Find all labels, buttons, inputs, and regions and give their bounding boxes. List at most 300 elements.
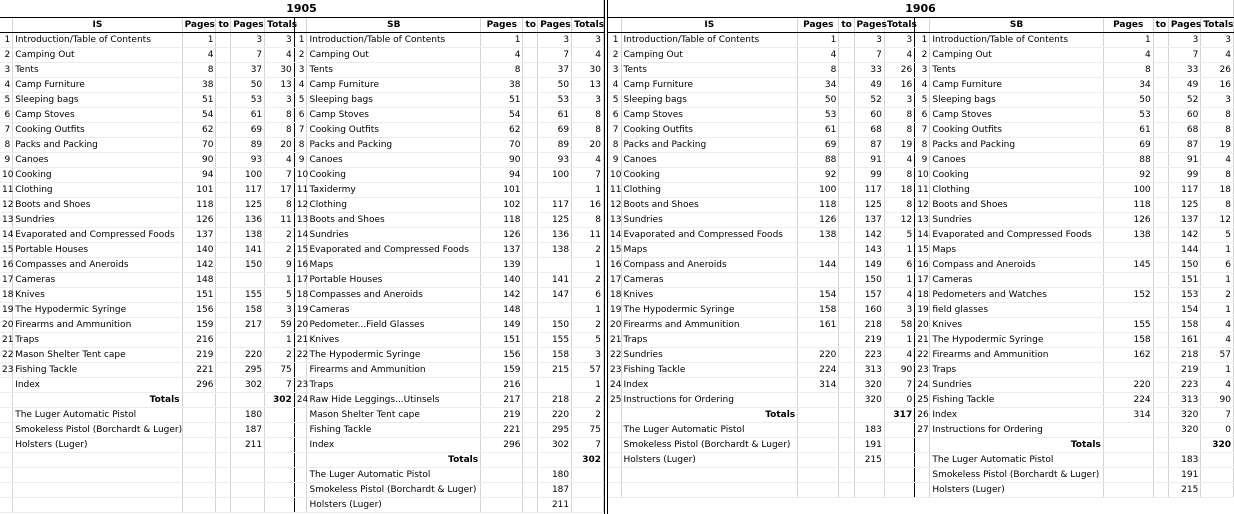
table-row [608, 108, 1234, 123]
to [523, 348, 538, 363]
end-page: 87 [854, 138, 884, 153]
row-number [608, 438, 621, 453]
start-page: 296 [182, 378, 216, 393]
page-total: 1 [572, 183, 604, 198]
page-total: 8 [572, 123, 604, 138]
to [523, 438, 538, 453]
page-total: 2 [265, 348, 295, 363]
row-number: 8 [294, 138, 307, 153]
to [523, 333, 538, 348]
empty-cell [182, 453, 216, 468]
row-number: 22 [0, 348, 13, 363]
end-page: 215 [538, 363, 572, 378]
row-number: 23 [608, 363, 621, 378]
end-page [538, 183, 572, 198]
to [839, 228, 854, 243]
end-page [231, 273, 265, 288]
to [839, 333, 854, 348]
page-total: 90 [1201, 393, 1234, 408]
start-page: 296 [481, 438, 523, 453]
end-page: 153 [1168, 288, 1201, 303]
end-page [231, 393, 265, 408]
start-page: 155 [1103, 318, 1153, 333]
row-number: 23 [294, 378, 307, 393]
section-name: Tents [13, 63, 182, 78]
section-name: Index [621, 378, 798, 393]
empty-cell [0, 453, 13, 468]
section-name: Smokeless Pistol (Borchardt & Luger) [13, 423, 182, 438]
section-name: Tents [930, 63, 1103, 78]
start-page [1103, 423, 1153, 438]
end-page: 320 [1168, 423, 1201, 438]
start-page: 51 [182, 93, 216, 108]
page-total: 13 [572, 78, 604, 93]
start-page [798, 243, 839, 258]
page-total: 19 [1201, 138, 1234, 153]
page-total: 1 [884, 243, 914, 258]
start-page: 4 [481, 48, 523, 63]
to [216, 393, 231, 408]
start-page: 102 [481, 198, 523, 213]
start-page [182, 393, 216, 408]
row-number: 4 [294, 78, 307, 93]
row-number: 10 [294, 168, 307, 183]
page-total [265, 423, 295, 438]
to [1153, 438, 1168, 453]
end-page: 125 [231, 198, 265, 213]
start-page: 126 [798, 213, 839, 228]
section-name: Pedometers and Watches [930, 288, 1103, 303]
end-page [538, 453, 572, 468]
start-page: 142 [481, 288, 523, 303]
section-name: Maps [307, 258, 481, 273]
row-number: 19 [608, 303, 621, 318]
end-page: 69 [538, 123, 572, 138]
to [523, 48, 538, 63]
end-page: 136 [231, 213, 265, 228]
page-total: 1 [265, 273, 295, 288]
row-number: 9 [915, 153, 930, 168]
start-page: 137 [182, 228, 216, 243]
section-name: Packs and Packing [13, 138, 182, 153]
row-number: 17 [0, 273, 13, 288]
end-page: 150 [538, 318, 572, 333]
section-name: Sundries [930, 213, 1103, 228]
end-page: 136 [538, 228, 572, 243]
page-total: 4 [1201, 333, 1234, 348]
column-header-right: Pages [1168, 18, 1201, 33]
page-total: 1 [572, 303, 604, 318]
row-number: 16 [294, 258, 307, 273]
start-page: 144 [798, 258, 839, 273]
table-row [0, 348, 604, 363]
row-number: 15 [915, 243, 930, 258]
section-name: Holsters (Luger) [307, 498, 481, 513]
start-page: 51 [481, 93, 523, 108]
page-total: 8 [572, 213, 604, 228]
row-number: 14 [915, 228, 930, 243]
section-name: Camp Stoves [13, 108, 182, 123]
section-name: Camp Stoves [621, 108, 798, 123]
to [523, 318, 538, 333]
page-total: 2 [265, 243, 295, 258]
section-name: Cooking Outfits [930, 123, 1103, 138]
table-row [0, 63, 604, 78]
start-page: 140 [481, 273, 523, 288]
row-number: 10 [915, 168, 930, 183]
header-blank-cell [915, 18, 930, 33]
header-blank-cell [0, 18, 13, 33]
section-name: Cameras [307, 303, 481, 318]
to [839, 213, 854, 228]
to [523, 93, 538, 108]
page-total: 30 [265, 63, 295, 78]
end-page: 7 [854, 48, 884, 63]
end-page: 144 [1168, 243, 1201, 258]
row-number: 5 [0, 93, 13, 108]
row-number: 3 [294, 63, 307, 78]
header-blank-cell [608, 18, 621, 33]
row-number: 6 [608, 108, 621, 123]
end-page: 295 [231, 363, 265, 378]
page-total: 7 [1201, 408, 1234, 423]
column-header-right: Totals [572, 18, 604, 33]
start-page: 61 [798, 123, 839, 138]
column-header-right: Pages [538, 18, 572, 33]
start-page: 4 [182, 48, 216, 63]
end-page: 218 [854, 318, 884, 333]
table-row [608, 183, 1234, 198]
table-row [0, 318, 604, 333]
page-total: 7 [572, 168, 604, 183]
row-number: 4 [0, 78, 13, 93]
table-row [0, 393, 604, 408]
page-total: 30 [572, 63, 604, 78]
start-page [182, 438, 216, 453]
start-page: 101 [182, 183, 216, 198]
end-page: 68 [854, 123, 884, 138]
page-total: 4 [884, 348, 914, 363]
table-row [608, 153, 1234, 168]
section-name: Sundries [307, 228, 481, 243]
start-page [1103, 453, 1153, 468]
start-page: 101 [481, 183, 523, 198]
page-total: 4 [884, 48, 914, 63]
row-number [294, 408, 307, 423]
to [216, 318, 231, 333]
table-row [608, 438, 1234, 453]
empty-cell [854, 483, 884, 498]
end-page: 52 [1168, 93, 1201, 108]
row-number: 10 [608, 168, 621, 183]
end-page [538, 378, 572, 393]
empty-cell [216, 483, 231, 498]
section-name: Index [307, 438, 481, 453]
start-page: 139 [481, 258, 523, 273]
table-row [608, 468, 1234, 483]
page-total: 3 [265, 33, 295, 48]
row-number: 20 [0, 318, 13, 333]
row-number: 18 [915, 288, 930, 303]
table-row [608, 378, 1234, 393]
to [839, 363, 854, 378]
start-page: 118 [481, 213, 523, 228]
column-header-left: Totals [884, 18, 914, 33]
end-page: 154 [1168, 303, 1201, 318]
to [1153, 348, 1168, 363]
end-page: 302 [231, 378, 265, 393]
empty-cell [854, 468, 884, 483]
table-row [608, 483, 1234, 498]
section-name: Camping Out [621, 48, 798, 63]
end-page: 150 [854, 273, 884, 288]
start-page [798, 408, 839, 423]
end-page [854, 408, 884, 423]
empty-cell [216, 498, 231, 513]
section-name: Traps [307, 378, 481, 393]
section-name: Holsters (Luger) [930, 483, 1103, 498]
to [839, 318, 854, 333]
end-page: 220 [538, 408, 572, 423]
start-page: 54 [481, 108, 523, 123]
to [839, 303, 854, 318]
section-name: Boots and Shoes [13, 198, 182, 213]
end-page [231, 333, 265, 348]
end-page: 7 [538, 48, 572, 63]
page-total: 302 [265, 393, 295, 408]
page-total: 19 [884, 138, 914, 153]
start-page: 70 [182, 138, 216, 153]
start-page: 220 [798, 348, 839, 363]
to [839, 198, 854, 213]
page-total: 7 [265, 168, 295, 183]
to [1153, 153, 1168, 168]
row-number: 22 [608, 348, 621, 363]
section-name: Camping Out [13, 48, 182, 63]
row-number: 5 [294, 93, 307, 108]
end-page: 151 [1168, 273, 1201, 288]
end-page: 138 [538, 243, 572, 258]
start-page: 126 [1103, 213, 1153, 228]
section-name: Camp Furniture [307, 78, 481, 93]
to [216, 408, 231, 423]
to [216, 243, 231, 258]
table-1905 [0, 0, 604, 513]
start-page [1103, 483, 1153, 498]
to [523, 33, 538, 48]
end-page: 218 [538, 393, 572, 408]
page-total: 4 [1201, 153, 1234, 168]
end-page: 142 [1168, 228, 1201, 243]
page-total: 3 [572, 33, 604, 48]
table-row [608, 348, 1234, 363]
end-page: 117 [231, 183, 265, 198]
page-total: 7 [572, 438, 604, 453]
to [523, 153, 538, 168]
empty-cell [621, 468, 798, 483]
table-row [0, 378, 604, 393]
to [839, 168, 854, 183]
row-number: 5 [915, 93, 930, 108]
section-name: Totals [930, 438, 1103, 453]
section-name: The Hypodermic Syringe [621, 303, 798, 318]
row-number: 20 [915, 318, 930, 333]
row-number: 18 [0, 288, 13, 303]
section-name: Canoes [621, 153, 798, 168]
section-name: Camping Out [930, 48, 1103, 63]
page-total: 18 [884, 183, 914, 198]
row-number: 13 [915, 213, 930, 228]
table-row [0, 213, 604, 228]
end-page: 215 [1168, 483, 1201, 498]
section-name: Sleeping bags [13, 93, 182, 108]
end-page: 223 [854, 348, 884, 363]
end-page: 117 [1168, 183, 1201, 198]
section-name: Knives [13, 288, 182, 303]
to [1153, 453, 1168, 468]
to [216, 153, 231, 168]
end-page: 93 [538, 153, 572, 168]
section-name: Traps [930, 363, 1103, 378]
to [523, 183, 538, 198]
row-number: 15 [294, 243, 307, 258]
end-page: 313 [854, 363, 884, 378]
page-total: 6 [572, 288, 604, 303]
page-total: 8 [265, 123, 295, 138]
start-page: 126 [182, 213, 216, 228]
to [216, 108, 231, 123]
row-number: 13 [294, 213, 307, 228]
page-total: 8 [884, 198, 914, 213]
end-page: 161 [1168, 333, 1201, 348]
empty-cell [13, 483, 182, 498]
end-page: 141 [538, 273, 572, 288]
start-page: 1 [1103, 33, 1153, 48]
end-page: 3 [1168, 33, 1201, 48]
empty-cell [182, 483, 216, 498]
empty-cell [13, 468, 182, 483]
empty-cell [0, 468, 13, 483]
section-name: Mason Shelter Tent cape [13, 348, 182, 363]
start-page [798, 273, 839, 288]
section-name: Evaporated and Compressed Foods [621, 228, 798, 243]
page-total: 4 [884, 153, 914, 168]
end-page: 100 [231, 168, 265, 183]
start-page: 62 [481, 123, 523, 138]
start-page: 88 [798, 153, 839, 168]
row-number: 24 [294, 393, 307, 408]
table-row [608, 363, 1234, 378]
start-page: 159 [481, 363, 523, 378]
section-name: Sleeping bags [621, 93, 798, 108]
table-row [608, 288, 1234, 303]
end-page: 69 [231, 123, 265, 138]
to [839, 423, 854, 438]
page-total: 58 [884, 318, 914, 333]
page-total: 320 [1201, 438, 1234, 453]
row-number: 7 [915, 123, 930, 138]
column-header-left: to [839, 18, 854, 33]
section-name: Taxidermy [307, 183, 481, 198]
row-number [294, 438, 307, 453]
page-total: 4 [572, 48, 604, 63]
end-page: 137 [1168, 213, 1201, 228]
row-number: 2 [294, 48, 307, 63]
row-number: 4 [608, 78, 621, 93]
to [1153, 303, 1168, 318]
row-number: 10 [0, 168, 13, 183]
section-name: Knives [621, 288, 798, 303]
to [216, 183, 231, 198]
row-number: 22 [915, 348, 930, 363]
to [839, 348, 854, 363]
start-page: 94 [481, 168, 523, 183]
to [216, 228, 231, 243]
page-total: 2 [1201, 288, 1234, 303]
page-total: 2 [572, 243, 604, 258]
year-heading: 1906 [608, 0, 1234, 18]
section-name: Firearms and Ammunition [621, 318, 798, 333]
empty-cell [608, 483, 621, 498]
empty-cell [884, 468, 914, 483]
start-page: 38 [481, 78, 523, 93]
page-total [1201, 483, 1234, 498]
page-total [265, 438, 295, 453]
column-header-left: to [216, 18, 231, 33]
section-name: Portable Houses [13, 243, 182, 258]
page-total: 1 [572, 378, 604, 393]
section-name: Totals [13, 393, 182, 408]
to [216, 378, 231, 393]
empty-cell [182, 498, 216, 513]
row-number: 13 [0, 213, 13, 228]
section-name: Fishing Tackle [13, 363, 182, 378]
table-row [0, 153, 604, 168]
section-name: Camp Stoves [930, 108, 1103, 123]
start-page: 156 [481, 348, 523, 363]
to [216, 333, 231, 348]
to [216, 78, 231, 93]
row-number: 16 [915, 258, 930, 273]
end-page: 215 [854, 453, 884, 468]
end-page: 187 [538, 483, 572, 498]
end-page: 49 [854, 78, 884, 93]
page-total: 5 [884, 228, 914, 243]
section-name: Raw Hide Leggings...Utinsels [307, 393, 481, 408]
section-name: Index [13, 378, 182, 393]
row-number [915, 438, 930, 453]
section-name: Sleeping bags [307, 93, 481, 108]
table-row [608, 258, 1234, 273]
row-number: 19 [294, 303, 307, 318]
page-total: 3 [884, 303, 914, 318]
to [1153, 258, 1168, 273]
end-page: 302 [538, 438, 572, 453]
to [523, 393, 538, 408]
to [523, 243, 538, 258]
row-number [294, 483, 307, 498]
start-page: 50 [1103, 93, 1153, 108]
to [839, 408, 854, 423]
start-page: 152 [1103, 288, 1153, 303]
to [523, 363, 538, 378]
table-row [0, 438, 604, 453]
start-page: 137 [481, 243, 523, 258]
page-total: 3 [265, 93, 295, 108]
section-name: Canoes [13, 153, 182, 168]
row-number: 11 [0, 183, 13, 198]
row-number: 3 [915, 63, 930, 78]
